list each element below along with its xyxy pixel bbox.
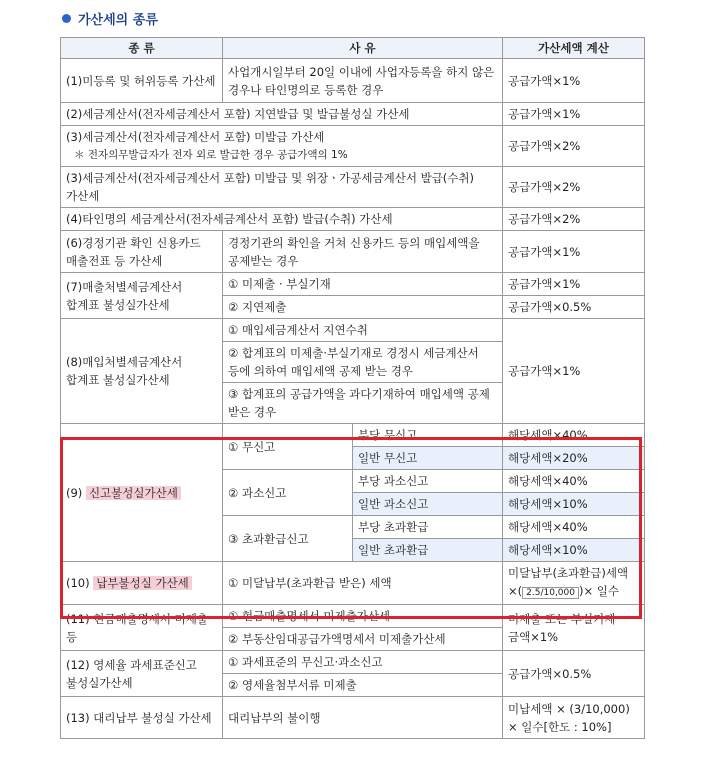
sub-item: 부당 무신고 [353,424,503,447]
row-rate: 공급가액×0.5% [503,296,645,319]
table-header-row [61,38,645,59]
row-reason: ② 지연제출 [223,296,503,319]
row-type: (12) 영세율 과세표준신고 불성실가산세 [61,651,223,697]
row-rate: 미납세액 × (3/10,000) × 일수[한도 : 10%] [503,697,645,739]
row-reason: ① 매입세금계산서 지연수취 [223,319,503,342]
sub-group: ② 과소신고 [223,470,353,516]
row-type: (7)매출처별세금계산서 합계표 불성실가산세 [61,273,223,319]
row-reason: ① 과세표준의 무신고·과소신고 [223,651,503,674]
highlight-label: 신고불성실가산세 [86,486,181,500]
row-num: (9) [66,485,83,500]
section-title-text: 가산세의 종류 [78,13,158,28]
row-type: (1)미등록 및 허위등록 가산세 [61,59,223,103]
row-rate: 공급가액×1% [503,103,645,126]
row-type: (3)세금계산서(전자세금계산서 포함) 미발급 및 위장ㆍ가공세금계산서 발급(수취) 가산세 [61,167,503,208]
row-reason: 사업개시일부터 20일 이내에 사업자등록을 하지 않은 경우나 타인명의로 등록한 경우 [223,59,503,103]
row-type: (2)세금계산서(전자세금계산서 포함) 지연발급 및 발급불성실 가산세 [61,103,503,126]
rate-prefix: ×( [508,584,523,598]
row-rate: 해당세액×40% [503,516,645,539]
rate-fraction-box: 2.5/10,000 [522,587,579,599]
row-rate: 공급가액×1% [503,59,645,103]
row-rate: 해당세액×10% [503,493,645,516]
row-rate: 공급가액×1% [503,231,645,273]
rate-line2 [508,582,639,602]
row-num: (10) [66,576,90,590]
row-rate: 해당세액×40% [503,470,645,493]
table-row [61,231,645,273]
table-row [61,167,645,208]
row-rate: 공급가액×1% [503,273,645,296]
row-reason: ② 부동산임대공급가액명세서 미제출가산세 [223,628,503,651]
table-row [61,424,645,447]
row-rate: 공급가액×0.5% [503,651,645,697]
sub-item: 일반 과소신고 [353,493,503,516]
row-type: (4)타인명의 세금계산서(전자세금계산서 포함) 발급(수취) 가산세 [61,208,503,231]
row-rate: 해당세액×20% [503,447,645,470]
row-reason: 경정기관의 확인을 거쳐 신용카드 등의 매입세액을 공제받는 경우 [223,231,503,273]
table-row [61,59,645,103]
bullet-icon [62,14,71,23]
row-type: (11) 현금매출명세서 미제출 등 [61,605,223,651]
row-type-text: (3)세금계산서(전자세금계산서 포함) 미발급 가산세 [66,130,325,144]
row-rate: 공급가액×1% [503,319,645,424]
row-type [61,424,223,562]
header-rate: 가산세액 계산 [503,38,645,59]
rate-line1: 미달납부(초과환급)세액 [508,566,629,580]
highlight-label: 납부불성실 가산세 [93,576,192,590]
sub-item: 부당 과소신고 [353,470,503,493]
table-row [61,208,645,231]
table-row [61,319,645,342]
row-type [61,562,223,605]
row-rate: 공급가액×2% [503,126,645,167]
row-reason: ① 미달납부(초과환급 받은) 세액 [223,562,503,605]
sub-item: 부당 초과환급 [353,516,503,539]
row-reason: ② 합계표의 미제출·부실기재로 경정시 세금계산서 등에 의하여 매입세액 공제 받는 경우 [223,342,503,383]
section-title [62,9,158,28]
sub-item: 일반 무신고 [353,447,503,470]
row-reason: ② 영세율첨부서류 미제출 [223,674,503,697]
row-reason: 대리납부의 불이행 [223,697,503,739]
table-row [61,273,645,296]
row-type [61,126,503,167]
sub-item: 일반 초과환급 [353,539,503,562]
table-row [61,651,645,674]
row-reason: ① 미제출 · 부실기재 [223,273,503,296]
row-rate: 미제출 또는 부실기재 금액×1% [503,605,645,651]
row-reason: ① 현금매출명세서 미제출가산세 [223,605,503,628]
row-rate [503,562,645,605]
table-row [61,697,645,739]
header-reason: 사 유 [223,38,503,59]
penalty-table [60,37,645,739]
rate-suffix: )× 일수 [578,584,619,598]
table-row [61,126,645,167]
row-rate: 해당세액×10% [503,539,645,562]
row-rate: 공급가액×2% [503,167,645,208]
row-rate: 해당세액×40% [503,424,645,447]
row-note: ＊ 전자의무발급자가 전자 외로 발급한 경우 공급가액의 1% [74,149,348,161]
row-type: (13) 대리납부 불성실 가산세 [61,697,223,739]
row-type: (6)경정기관 확인 신용카드 매출전표 등 가산세 [61,231,223,273]
sub-group: ① 무신고 [223,424,353,470]
row-reason: ③ 합계표의 공급가액을 과다기재하여 매입세액 공제 받은 경우 [223,383,503,424]
row-type: (8)매입처별세금계산서 합계표 불성실가산세 [61,319,223,424]
table-row [61,562,645,605]
table-row [61,103,645,126]
row-rate: 공급가액×2% [503,208,645,231]
header-type: 종 류 [61,38,223,59]
sub-group: ③ 초과환급신고 [223,516,353,562]
table-row [61,605,645,628]
